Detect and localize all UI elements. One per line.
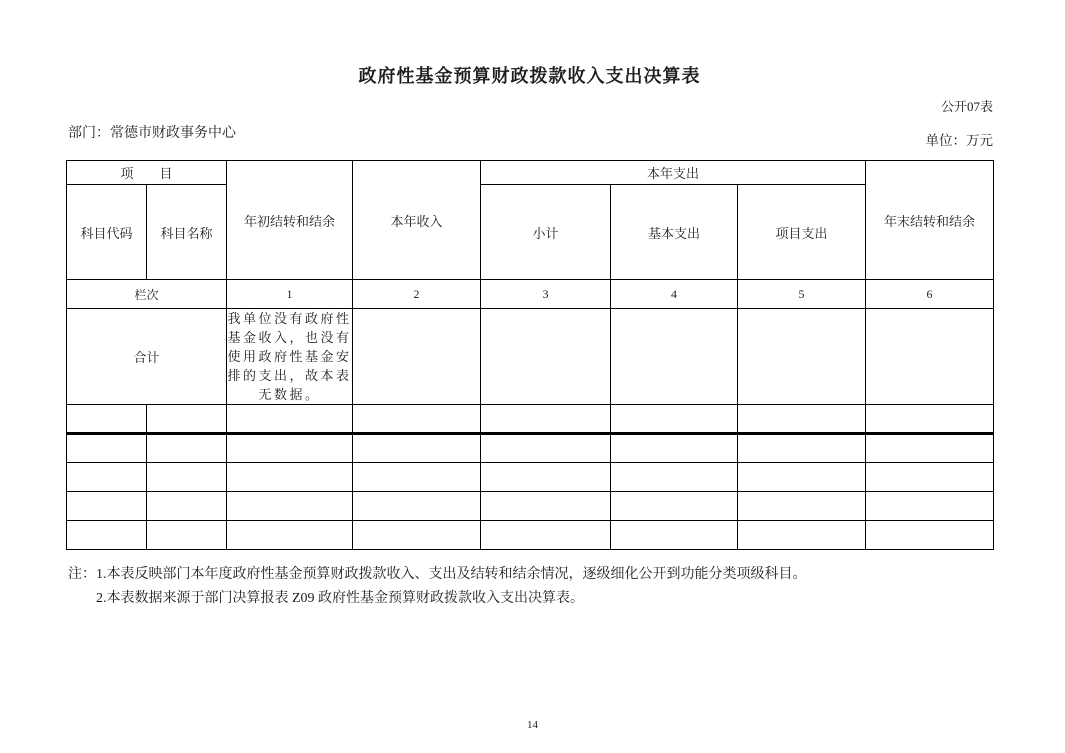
empty-row xyxy=(67,492,994,521)
footnote-1: 注：1.本表反映部门本年度政府性基金预算财政拨款收入、支出及结转和结余情况，逐级细化公开到功能分类项级科目。 xyxy=(68,567,807,582)
header-cell-subject-name: 科目名称 xyxy=(147,185,227,280)
empty-cell xyxy=(738,309,866,405)
department-label: 部门：常德市财政事务中心 xyxy=(68,126,236,141)
unit-label: 单位：万元 xyxy=(925,133,993,148)
total-row xyxy=(67,309,994,405)
empty-cell xyxy=(738,492,866,521)
header-cell-opening-balance: 年初结转和结余 xyxy=(227,161,353,280)
total-label-cell: 合计 xyxy=(67,309,227,405)
empty-cell xyxy=(738,521,866,550)
empty-cell xyxy=(866,405,994,434)
empty-cell xyxy=(147,405,227,434)
header-cell-item: 项 目 xyxy=(67,161,227,185)
column-index-row xyxy=(67,280,994,309)
empty-cell xyxy=(227,405,353,434)
empty-cell xyxy=(147,521,227,550)
header-cell-subtotal: 小计 xyxy=(481,185,611,280)
empty-cell xyxy=(67,434,147,463)
header-row-2 xyxy=(67,185,994,280)
empty-cell xyxy=(353,434,481,463)
index-cell-1: 1 xyxy=(227,280,353,309)
empty-cell xyxy=(227,492,353,521)
empty-cell xyxy=(353,463,481,492)
empty-row-page-break xyxy=(67,434,994,463)
empty-cell xyxy=(147,463,227,492)
index-cell-2: 2 xyxy=(353,280,481,309)
empty-row xyxy=(67,463,994,492)
empty-cell xyxy=(67,405,147,434)
empty-row xyxy=(67,405,994,434)
empty-cell xyxy=(147,434,227,463)
empty-cell xyxy=(738,463,866,492)
empty-cell xyxy=(866,309,994,405)
empty-cell xyxy=(611,405,738,434)
empty-cell xyxy=(353,309,481,405)
empty-cell xyxy=(611,492,738,521)
empty-cell xyxy=(611,309,738,405)
empty-cell xyxy=(866,434,994,463)
header-cell-year-income: 本年收入 xyxy=(353,161,481,280)
header-cell-closing-balance: 年末结转和结余 xyxy=(866,161,994,280)
footnote-2: 2.本表数据来源于部门决算报表 Z09 政府性基金预算财政拨款收入支出决算表。 xyxy=(96,591,585,606)
empty-cell xyxy=(738,405,866,434)
empty-cell xyxy=(353,405,481,434)
empty-cell xyxy=(738,434,866,463)
empty-cell xyxy=(67,521,147,550)
empty-cell xyxy=(481,405,611,434)
index-cell-5: 5 xyxy=(738,280,866,309)
empty-cell xyxy=(481,463,611,492)
empty-cell xyxy=(481,309,611,405)
header-cell-subject-code: 科目代码 xyxy=(67,185,147,280)
index-cell-6: 6 xyxy=(866,280,994,309)
index-label-cell: 栏次 xyxy=(67,280,227,309)
header-row-1 xyxy=(67,161,994,185)
empty-cell xyxy=(227,463,353,492)
header-cell-project-expenditure: 项目支出 xyxy=(738,185,866,280)
index-cell-3: 3 xyxy=(481,280,611,309)
empty-cell xyxy=(67,492,147,521)
empty-cell xyxy=(481,434,611,463)
no-data-note-cell: 我单位没有政府性基金收入，也没有使用政府性基金安排的支出，故本表无数据。 xyxy=(227,309,353,405)
empty-cell xyxy=(866,463,994,492)
fund-budget-table xyxy=(66,160,994,550)
empty-cell xyxy=(227,434,353,463)
empty-cell xyxy=(611,434,738,463)
empty-cell xyxy=(353,521,481,550)
empty-cell xyxy=(611,521,738,550)
index-cell-4: 4 xyxy=(611,280,738,309)
page-number: 14 xyxy=(527,719,538,731)
empty-row xyxy=(67,521,994,550)
empty-cell xyxy=(353,492,481,521)
doc-code-label: 公开07表 xyxy=(940,99,993,114)
header-cell-year-expenditure: 本年支出 xyxy=(481,161,866,185)
empty-cell xyxy=(866,521,994,550)
footnotes xyxy=(68,563,1028,611)
empty-cell xyxy=(481,492,611,521)
page-title: 政府性基金预算财政拨款收入支出决算表 xyxy=(358,66,701,86)
empty-cell xyxy=(481,521,611,550)
empty-cell xyxy=(611,463,738,492)
empty-cell xyxy=(227,521,353,550)
header-cell-basic-expenditure: 基本支出 xyxy=(611,185,738,280)
empty-cell xyxy=(147,492,227,521)
empty-cell xyxy=(67,463,147,492)
empty-cell xyxy=(866,492,994,521)
